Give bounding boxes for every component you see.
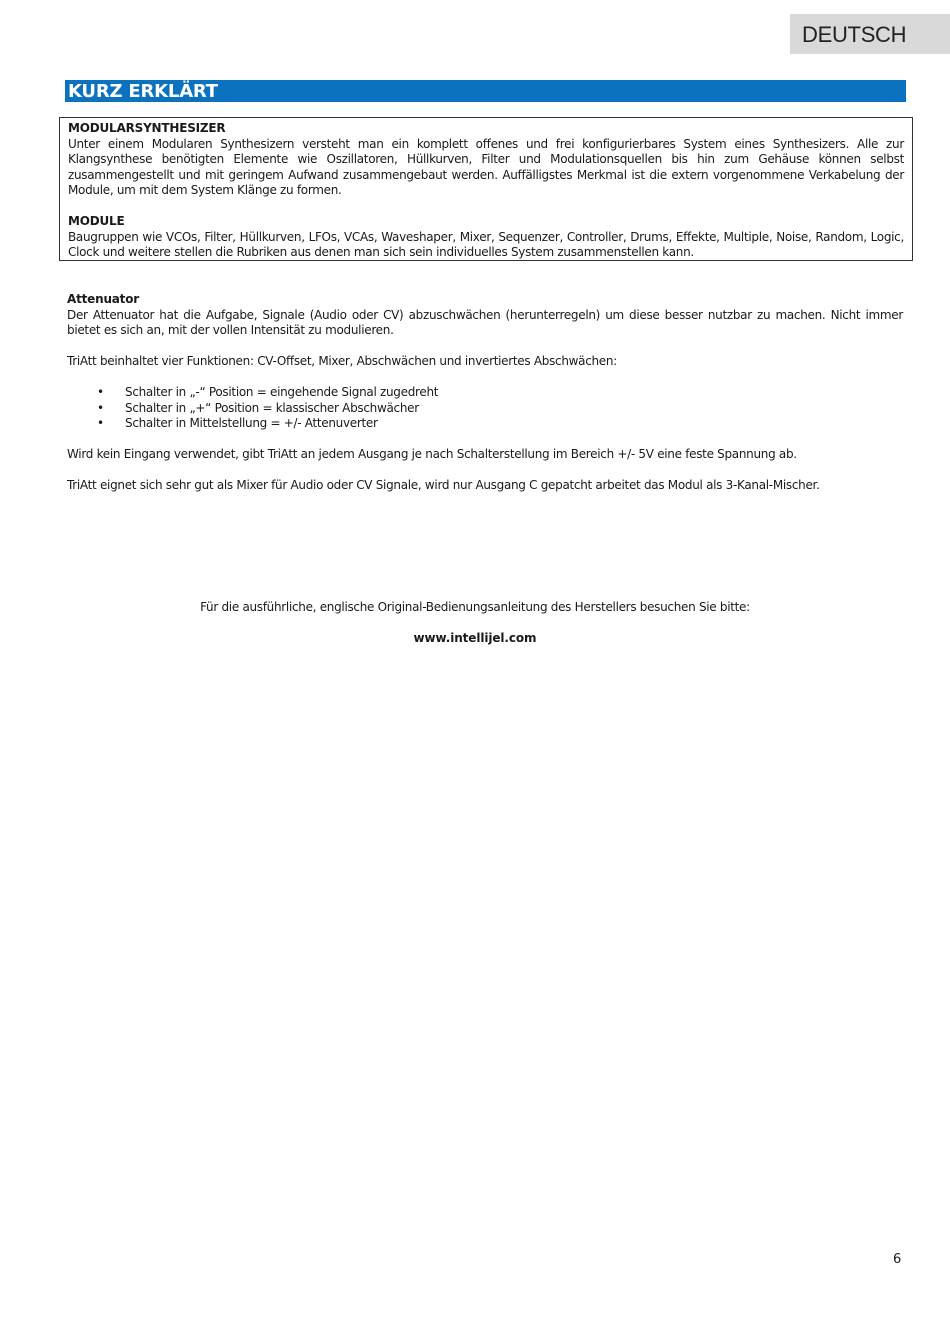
manufacturer-url[interactable]: www.intellijel.com	[413, 631, 537, 645]
list-item	[67, 416, 903, 432]
modular-text: Unter einem Modularen Synthesizern versteht man ein komplett offenes und frei konfigurierbares System eines Synthesizers. Alle zur Klangsynthese benötigten Elemente wie Oszillatoren, Hüllkurven, Filter und Modulationsquellen bis hin zum Gehäuse können selbst zusammengestellt und mit geringem Aufwand zusammengebaut werden. Auffälligstes Merkmal ist die extern vorgenommene Verkabelung der Module, um mit dem System Klänge zu formen.	[68, 136, 904, 197]
list-item	[67, 385, 903, 401]
attenuator-heading: Attenuator	[67, 292, 139, 306]
spacer	[67, 463, 903, 479]
bullet-icon: •	[97, 416, 104, 430]
attenuator-section	[67, 292, 903, 494]
info-box	[59, 117, 913, 261]
switch-list	[67, 385, 903, 432]
spacer	[67, 370, 903, 386]
manual-note: Für die ausführliche, englische Original-Bedienungsanleitung des Herstellers besuchen Sie bitte:	[200, 600, 750, 614]
mixer-text: TriAtt eignet sich sehr gut als Mixer für Audio oder CV Signale, wird nur Ausgang C gepatcht arbeitet das Modul als 3-Kanal-Mischer.	[67, 478, 820, 492]
language-tab: DEUTSCH	[790, 14, 950, 54]
spacer	[67, 339, 903, 355]
module-text: Baugruppen wie VCOs, Filter, Hüllkurven, LFOs, VCAs, Waveshaper, Mixer, Sequenzer, Controller, Drums, Effekte, Multiple, Noise, Random, Logic, Clock und weitere stellen die Rubriken aus denen man sich sein individuelles System zusammenstellen kann.	[68, 229, 904, 259]
bullet-icon: •	[97, 400, 104, 415]
list-item	[67, 401, 903, 417]
page-number: 6	[893, 1252, 902, 1267]
section-title: KURZ ERKLÄRT	[65, 80, 906, 102]
list-item-text: Schalter in Mittelstellung = +/- Attenuverter	[125, 416, 378, 430]
list-item-text: Schalter in „+“ Position = klassischer Abschwächer	[125, 400, 419, 415]
list-item-text: Schalter in „-“ Position = eingehende Signal zugedreht	[125, 385, 439, 399]
attenuator-functions: TriAtt beinhaltet vier Funktionen: CV-Offset, Mixer, Abschwächen und invertiertes Abschwächen:	[67, 354, 617, 368]
no-input-text: Wird kein Eingang verwendet, gibt TriAtt an jedem Ausgang je nach Schalterstellung im Bereich +/- 5V eine feste Spannung ab.	[67, 447, 797, 461]
spacer	[68, 199, 904, 215]
module-heading: MODULE	[68, 214, 125, 228]
spacer	[67, 432, 903, 448]
bullet-icon: •	[97, 385, 104, 399]
modular-heading: MODULARSYNTHESIZER	[68, 121, 226, 135]
attenuator-intro: Der Attenuator hat die Aufgabe, Signale (Audio oder CV) abzuschwächen (herunterregeln) um diese besser nutzbar zu machen. Nicht immer bietet es sich an, mit der vollen Intensität zu modulieren.	[67, 307, 903, 337]
